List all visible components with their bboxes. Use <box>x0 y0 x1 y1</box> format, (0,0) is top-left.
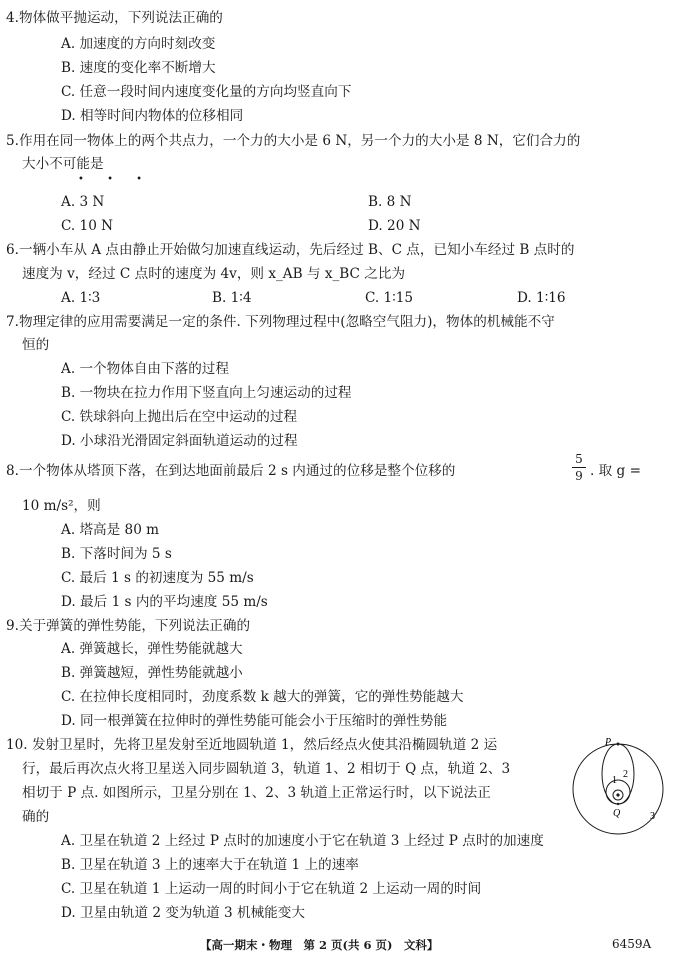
q8-option-b: B. 下落时间为 5 s <box>61 546 172 562</box>
q8-stem-line1-tail: . 取 g = <box>590 463 641 479</box>
q4-option-d: D. 相等时间内物体的位移相同 <box>61 108 244 124</box>
q5-option-b: B. 8 N <box>368 194 412 210</box>
q9-option-a: A. 弹簧越长，弹性势能就越大 <box>61 641 243 657</box>
q5-stem-line2: 大小不可能是 <box>22 156 104 172</box>
q7-option-d: D. 小球沿光滑固定斜面轨道运动的过程 <box>61 433 298 449</box>
q10-option-a: A. 卫星在轨道 2 上经过 P 点时的加速度小于它在轨道 3 上经过 P 点时的加速度 <box>61 833 544 849</box>
q9-stem: 9.关于弹簧的弹性势能，下列说法正确的 <box>6 618 251 634</box>
q7-stem-line2: 恒的 <box>22 337 50 353</box>
q7-option-a: A. 一个物体自由下落的过程 <box>61 361 229 377</box>
q4-option-a: A. 加速度的方向时刻改变 <box>61 36 216 52</box>
label-orbit-3: 3 <box>650 811 655 822</box>
q8-option-d: D. 最后 1 s 内的平均速度 55 m/s <box>61 594 268 610</box>
q10-stem-line2: 行，最后再次点火将卫星送入同步圆轨道 3，轨道 1、2 相切于 Q 点，轨道 2、3 <box>22 761 511 777</box>
q6-option-b: B. 1∶4 <box>212 290 252 306</box>
q8-fraction-denominator: 9 <box>575 469 583 483</box>
q5-option-a: A. 3 N <box>61 194 105 210</box>
q8-fraction-bar <box>572 467 586 468</box>
earth-center-dot <box>616 793 619 796</box>
point-p-dot <box>617 743 620 746</box>
q6-option-a: A. 1∶3 <box>61 290 101 306</box>
q6-stem-line2: 速度为 v，经过 C 点时的速度为 4v，则 x_AB 与 x_BC 之比为 <box>22 266 406 282</box>
q9-option-b: B. 弹簧越短，弹性势能就越小 <box>61 665 243 681</box>
q4-option-c: C. 任意一段时间内速度变化量的方向均竖直向下 <box>61 84 352 100</box>
q10-option-b: B. 卫星在轨道 3 上的速率大于在轨道 1 上的速率 <box>61 857 359 873</box>
q8-option-a: A. 塔高是 80 m <box>61 522 160 538</box>
q9-option-c: C. 在拉伸长度相同时，劲度系数 k 越大的弹簧，它的弹性势能越大 <box>61 689 464 705</box>
q7-option-b: B. 一物块在拉力作用下竖直向上匀速运动的过程 <box>61 385 352 401</box>
page-footer: 【高一期末・物理 第 2 页(共 6 页) 文科】 <box>200 938 439 952</box>
q6-stem-line1: 6.一辆小车从 A 点由静止开始做匀加速直线运动，先后经过 B、C 点，已知小车经过 B 点时的 <box>6 242 575 258</box>
orbit-diagram <box>568 737 668 837</box>
q7-stem-line1: 7.物理定律的应用需要满足一定的条件. 下列物理过程中(忽略空气阻力)，物体的机械能不守 <box>6 314 555 330</box>
point-q-dot <box>617 803 619 805</box>
label-p: P <box>605 737 612 748</box>
q8-option-c: C. 最后 1 s 的初速度为 55 m/s <box>61 570 254 586</box>
q5-stem-line1: 5.作用在同一物体上的两个共点力，一个力的大小是 6 N，另一个力的大小是 8 N，它们合力的 <box>6 133 581 149</box>
q10-stem-line1: 10. 发射卫星时，先将卫星发射至近地圆轨道 1，然后经点火使其沿椭圆轨道 2 运 <box>6 737 498 753</box>
q10-stem-line3: 相切于 P 点. 如图所示，卫星分别在 1、2、3 轨道上正常运行时，以下说法正 <box>22 785 491 801</box>
q10-stem-line4: 确的 <box>22 809 50 825</box>
label-orbit-2: 2 <box>623 769 628 780</box>
q7-option-c: C. 铁球斜向上抛出后在空中运动的过程 <box>61 409 298 425</box>
q10-option-c: C. 卫星在轨道 1 上运动一周的时间小于它在轨道 2 上运动一周的时间 <box>61 881 482 897</box>
q4-stem: 4.物体做平抛运动，下列说法正确的 <box>6 10 223 26</box>
exam-code: 6459A <box>612 937 652 951</box>
q4-option-b: B. 速度的变化率不断增大 <box>61 60 216 76</box>
q5-option-c: C. 10 N <box>61 218 114 234</box>
q8-stem-line2: 10 m/s²，则 <box>22 498 101 514</box>
q8-fraction-numerator: 5 <box>575 452 583 466</box>
label-orbit-1: 1 <box>612 775 617 786</box>
q9-option-d: D. 同一根弹簧在拉伸时的弹性势能可能会小于压缩时的弹性势能 <box>61 713 448 729</box>
q8-fraction <box>572 452 586 483</box>
q5-emphasis-dots: • • • <box>78 174 153 185</box>
q6-option-d: D. 1∶16 <box>517 290 566 306</box>
q10-option-d: D. 卫星由轨道 2 变为轨道 3 机械能变大 <box>61 905 305 921</box>
q5-option-d: D. 20 N <box>368 218 421 234</box>
q8-stem-line1: 8.一个物体从塔顶下落，在到达地面前最后 2 s 内通过的位移是整个位移的 <box>6 463 456 479</box>
q6-option-c: C. 1∶15 <box>365 290 414 306</box>
label-q: Q <box>613 808 621 819</box>
